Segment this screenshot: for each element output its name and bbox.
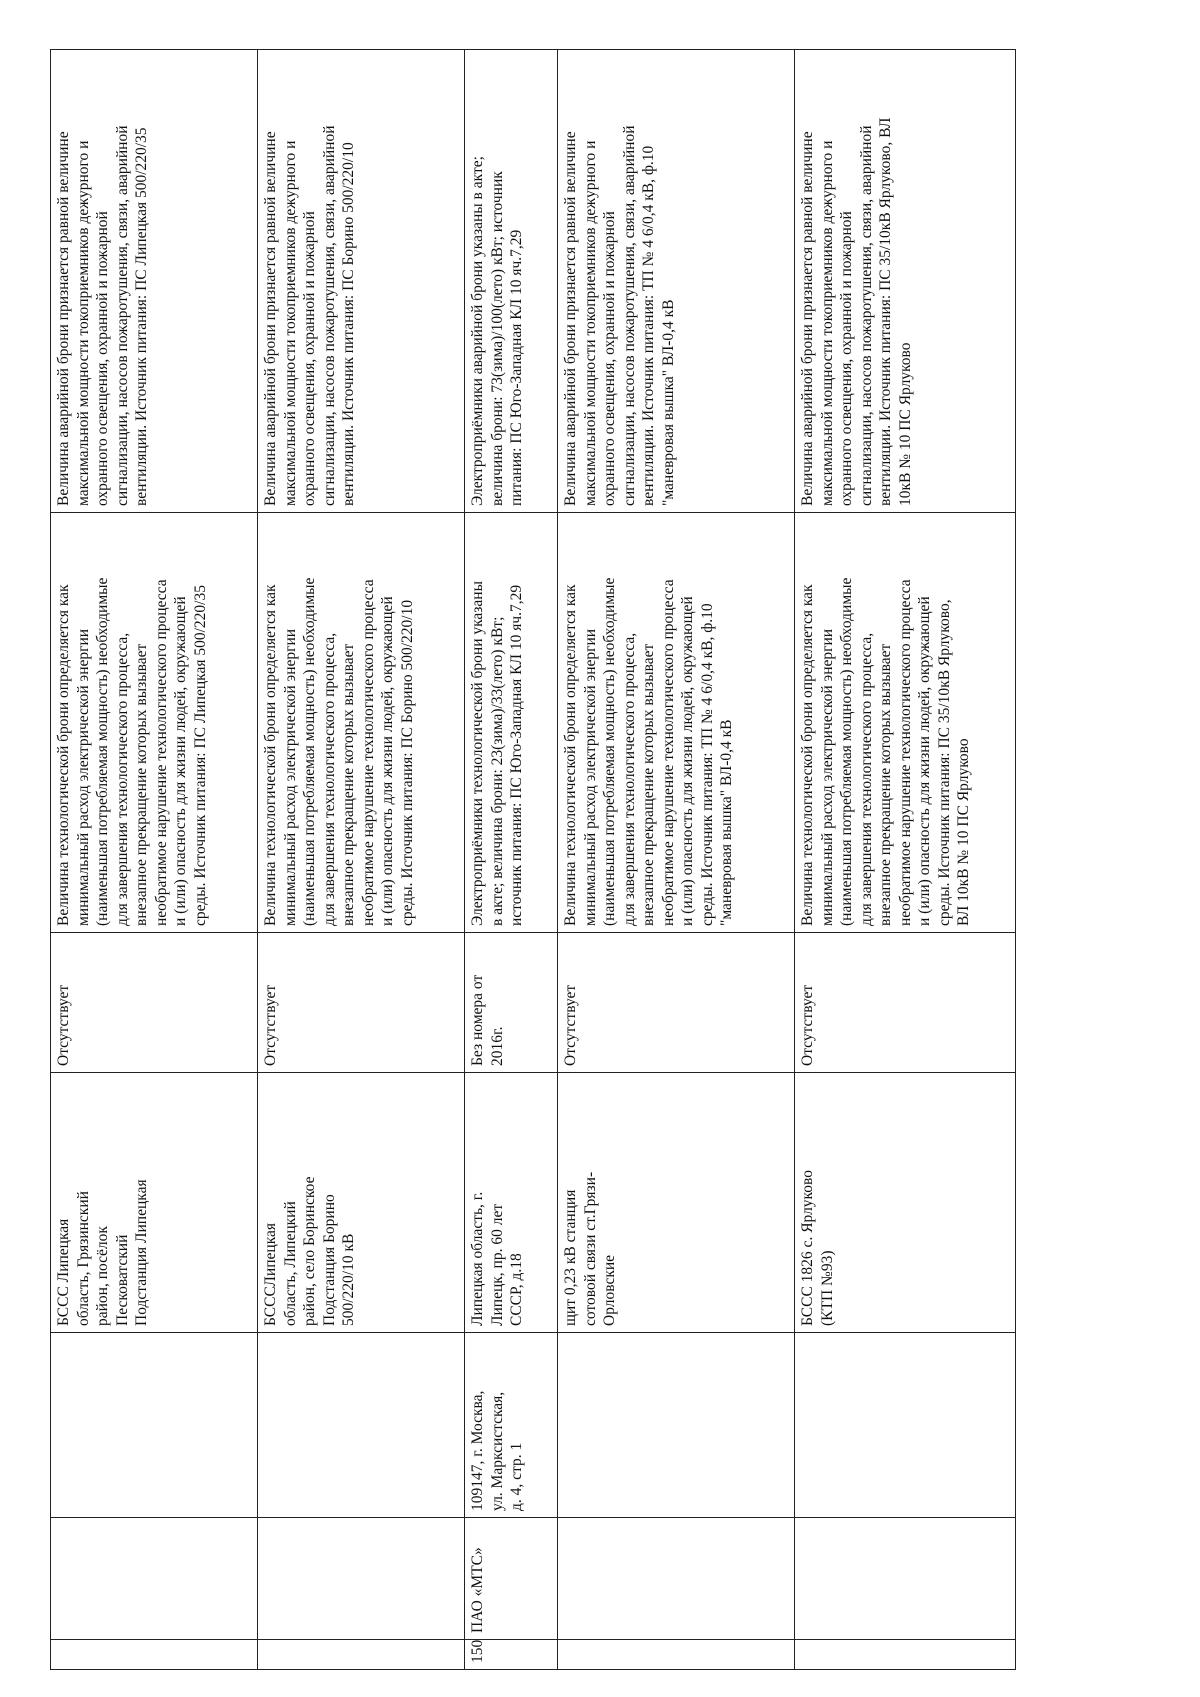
tech-reserve-cell: Величина технологической брони определяется как минимальный расход электрической энергии (наименьшая потребляемая мощность) необходимые для завершения технологического процесса, внезапное прекращение которых вызывает необратимое нарушение технологического процесса и (или) опасность для жизни людей, окружающей среды. Источник питания: ПС Борино 500/220/10 — [258, 513, 465, 933]
act-cell: Отсутствует — [795, 933, 1016, 1073]
object-cell: щит 0,23 кВ станция сотовой связи ст.Грязи- Орловские — [558, 1073, 795, 1333]
address-cell — [795, 1333, 1016, 1518]
table-row — [51, 50, 258, 1670]
address-cell: 109147, г. Москва, ул. Марксистская, д. 4, стр. 1 — [465, 1333, 558, 1518]
object-cell: Липецкая область, г. Липецк, пр. 60 лет СССР, д.18 — [465, 1073, 558, 1333]
tech-reserve-cell: Электроприёмники технологической брони указаны в акте; величина брони: 23(зима)/33(лето) кВт; источник питания: ПС Юго-Западная КЛ 10 яч.7,29 — [465, 513, 558, 933]
row-number-cell — [258, 1640, 465, 1670]
table-row — [795, 50, 1016, 1670]
object-cell: БСССЛипецкая область, Липецкий район, село Боринское Подстанция Борино 500/220/10 кВ — [258, 1073, 465, 1333]
table-row — [465, 50, 558, 1670]
emergency-reserve-cell: Величина аварийной брони признается равной величине максимальной мощности токоприемников дежурного и охранного освещения, охранной и пожарной сигнализации, насосов пожаротушения, связи, аварийной вентиляции. Источник питания: ПС Борино 500/220/10 — [258, 50, 465, 513]
row-number-cell — [795, 1640, 1016, 1670]
organization-cell: ПАО «МТС» — [465, 1518, 558, 1640]
tech-reserve-cell: Величина технологической брони определяется как минимальный расход электрической энергии (наименьшая потребляемая мощность) необходимые для завершения технологического процесса, внезапное прекращение которых вызывает необратимое нарушение технологического процесса и (или) опасность для жизни людей, окружающей среды. Источник питания: ПС Липецкая 500/220/35 — [51, 513, 258, 933]
act-cell: Отсутствует — [51, 933, 258, 1073]
tech-reserve-cell: Величина технологической брони определяется как минимальный расход электрической энергии (наименьшая потребляемая мощность) необходимые для завершения технологического процесса, внезапное прекращение которых вызывает необратимое нарушение технологического процесса и (или) опасность для жизни людей, окружающей среды. Источник питания: ПС 35/10кВ Ярлуково, ВЛ 10кВ № 10 ПС Ярлуково — [795, 513, 1016, 933]
object-cell: БССС 1826 с. Ярлуково (КТП №93) — [795, 1073, 1016, 1333]
organization-cell — [51, 1518, 258, 1640]
act-cell: Отсутствует — [258, 933, 465, 1073]
object-cell: БССС Липецкая область, Грязинский район, посёлок Песковатский Подстанция Липецкая — [51, 1073, 258, 1333]
organization-cell — [258, 1518, 465, 1640]
row-number-cell — [51, 1640, 258, 1670]
table-row — [558, 50, 795, 1670]
emergency-reserve-cell: Электроприёмники аварийной брони указаны в акте; величина брони: 73(зима)/100(лето) кВт; источник питания: ПС Юго-Западная КЛ 10 яч.7,29 — [465, 50, 558, 513]
tech-reserve-cell: Величина технологической брони определяется как минимальный расход электрической энергии (наименьшая потребляемая мощность) необходимые для завершения технологического процесса, внезапное прекращение которых вызывает необратимое нарушение технологического процесса и (или) опасность для жизни людей, окружающей среды. Источник питания: ТП № 4 6/0,4 кВ, ф.10 "маневровая вышка" ВЛ-0,4 кВ — [558, 513, 795, 933]
table-row — [258, 50, 465, 1670]
organization-cell — [558, 1518, 795, 1640]
emergency-reserve-cell: Величина аварийной брони признается равной величине максимальной мощности токоприемников дежурного и охранного освещения, охранной и пожарной сигнализации, насосов пожаротушения, связи, аварийной вентиляции. Источник питания: ТП № 4 6/0,4 кВ, ф.10 "маневровая вышка" ВЛ-0,4 кВ — [558, 50, 795, 513]
organization-cell — [795, 1518, 1016, 1640]
address-cell — [51, 1333, 258, 1518]
act-cell: Без номера от 2016г. — [465, 933, 558, 1073]
row-number-cell — [558, 1640, 795, 1670]
power-reserve-table — [50, 49, 1016, 1670]
rotated-table-page — [50, 50, 1110, 1670]
address-cell — [258, 1333, 465, 1518]
emergency-reserve-cell: Величина аварийной брони признается равной величине максимальной мощности токоприемников дежурного и охранного освещения, охранной и пожарной сигнализации, насосов пожаротушения, связи, аварийной вентиляции. Источник питания: ПС Липецкая 500/220/35 — [51, 50, 258, 513]
row-number-cell: 150 — [465, 1640, 558, 1670]
address-cell — [558, 1333, 795, 1518]
emergency-reserve-cell: Величина аварийной брони признается равной величине максимальной мощности токоприемников дежурного и охранного освещения, охранной и пожарной сигнализации, насосов пожаротушения, связи, аварийной вентиляции. Источник питания: ПС 35/10кВ Ярлуково, ВЛ 10кВ № 10 ПС Ярлуково — [795, 50, 1016, 513]
act-cell: Отсутствует — [558, 933, 795, 1073]
